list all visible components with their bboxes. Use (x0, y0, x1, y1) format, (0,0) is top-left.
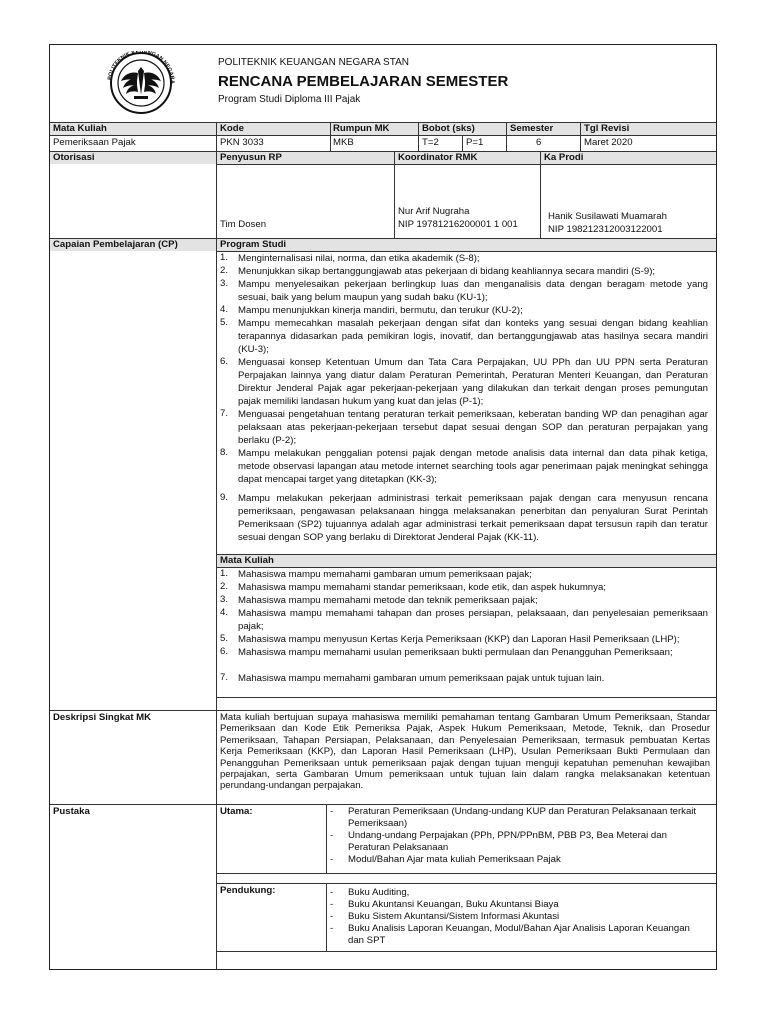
list-item-number: 5. (220, 317, 229, 328)
list-item-number: 6. (220, 646, 229, 657)
svg-text:POLITEKNIK KEUANGAN NEGARA STA: POLITEKNIK KEUANGAN NEGARA (107, 51, 176, 84)
list-item-number: 1. (220, 568, 229, 579)
list-item: Mampu melakukan pekerjaan administrasi terkait pemeriksaan pajak dengan cara menyusun rencana pemeriksaan, pengawasan pelaksanaan hingga melaksanakan penerbitan dan penyaluran Surat Perintah Pemeriksaan (SP2) tujuannya adalah agar administrasi terkait pemeriksaan dapat tersusun rapih dan teratur sesuai dengan SOP yang berlaku di Direktorat Jenderal Pajak (KK-11). (238, 493, 708, 543)
deskripsi-text: Mata kuliah bertujuan supaya mahasiswa memiliki pemahaman tentang Gambaran Umum Pemeriksaan, Standar Pemeriksaan dan Kode Etik Pemeriksa Pajak, Aspek Hukum Pemeriksaan, Metode, Teknik, dan Prosedur Pemeriksaan, Tahapan Persiapan, Pelaksanaan, dan Penyelesaian Pemeriksaan, termasuk pembuatan Kertas Kerja Pemeriksaan (KKP), dan Laporan Hasil Pemeriksaan (LHP), Usulan Pemeriksaan Bukti Permulaan dan Penangguhan Pemeriksaan untuk pemeriksaan pajak dengan tujuan menguji kepatuhan pemenuhan kewajiban perpajakan, serta Gambaran Umum pemeriksaan untuk tujuan lain dalam rangka melaksanakan ketentuan perundang-undangan perpajakan. (220, 712, 710, 792)
list-item: Menginternalisasi nilai, norma, dan etika akademik (S-8); (238, 253, 480, 264)
list-item-number: 5. (220, 633, 229, 644)
reference-item: Undang-undang Perpajakan (PPh, PPN/PPnBM, PBB P3, Bea Meterai dan Peraturan Pelaksanaan (348, 830, 667, 853)
reference-item: Buku Analisis Laporan Keuangan, Modul/Bahan Ajar Analisis Laporan Keuangan dan SPT (348, 923, 690, 946)
col-mata-kuliah: Mata Kuliah (53, 123, 107, 134)
penyusun-label: Penyusun RP (220, 152, 282, 163)
course-bobot-t: T=2 (422, 137, 439, 148)
list-item-number: 7. (220, 672, 229, 683)
program-name: Program Studi Diploma III Pajak (218, 94, 361, 105)
course-bobot-p: P=1 (466, 137, 484, 148)
list-item-number: 6. (220, 356, 229, 367)
list-item: Mampu menyelesaikan pekerjaan berlingkup luas dan menganalisis data dengan beragam metode yang sesuai, baik yang belum maupun yang sudah baku (KU-1); (238, 279, 708, 303)
list-item: Menunjukkan sikap bertanggungjawab atas pekerjaan di bidang keahliannya secara mandiri (S-9); (238, 266, 656, 277)
list-item-number: 4. (220, 607, 229, 618)
bullet-dash: - (330, 854, 334, 865)
pustaka-label: Pustaka (53, 806, 90, 817)
course-rumpun: MKB (333, 137, 354, 148)
kaprodi-label: Ka Prodi (544, 152, 584, 163)
list-item: Mahasiswa mampu memahami metode dan teknik pemeriksaan pajak; (238, 595, 538, 606)
cp-prodi-label: Program Studi (220, 239, 287, 250)
bullet-dash: - (330, 911, 334, 922)
reference-item: Buku Sistem Akuntansi/Sistem Informasi Akuntasi (348, 911, 560, 922)
koordinator-name: Nur Arif Nugraha (398, 206, 470, 217)
list-item: Mahasiswa mampu memahami gambaran umum pemeriksaan pajak; (238, 569, 532, 580)
list-item-number: 4. (220, 304, 229, 315)
list-item: Mampu menunjukkan kinerja mandiri, bermutu, dan terukur (KU-2); (238, 305, 523, 316)
kaprodi-nip-value: 198212312003122001 (566, 224, 663, 235)
list-item-number: 1. (220, 252, 229, 263)
bullet-dash: - (330, 923, 334, 934)
col-kode: Kode (220, 123, 244, 134)
reference-item: Modul/Bahan Ajar mata kuliah Pemeriksaan Pajak (348, 854, 561, 865)
list-item: Mahasiswa mampu memahami tahapan dan proses persiapan, pelaksaaan, dan penyelesaian pemeriksaan pajak; (238, 608, 708, 632)
cp-mk-label: Mata Kuliah (220, 555, 274, 566)
col-semester: Semester (510, 123, 554, 134)
list-item: Menguasai konsep Ketentuan Umum dan Tata Cara Perpajakan, UU PPh dan UU PPN serta Peraturan Perpajakan lainnya yang diatur dalam Peraturan Pemerintah, Peraturan Menteri Keuangan, dan Peraturan Direktur Jenderal Pajak agar pekerjaan-pekerjaan yang dilakukan dan terkait dengan proses pemungutan pajak memiliki landasan hukum yang kuat dan jelas (P-1); (238, 357, 708, 407)
list-item: Mahasiswa mampu menyusun Kertas Kerja Pemeriksaan (KKP) dan Laporan Hasil Pemeriksaan (LHP); (238, 634, 680, 645)
pustaka-pendukung-label: Pendukung: (220, 885, 276, 896)
bullet-dash: - (330, 899, 334, 910)
list-item-number: 2. (220, 581, 229, 592)
deskripsi-label: Deskripsi Singkat MK (53, 712, 152, 723)
list-item-number: 7. (220, 408, 229, 419)
penyusun-name: Tim Dosen (220, 219, 267, 230)
course-tgl-revisi: Maret 2020 (584, 137, 633, 148)
course-name: Pemeriksaan Pajak (53, 137, 136, 148)
bullet-dash: - (330, 887, 334, 898)
pustaka-utama-label: Utama: (220, 806, 253, 817)
list-item-number: 3. (220, 278, 229, 289)
col-tgl-revisi: Tgl Revisi (584, 123, 630, 134)
kaprodi-name: Hanik Susilawati Muamarah (548, 211, 667, 222)
reference-item: Buku Auditing, (348, 887, 410, 898)
bullet-dash: - (330, 806, 334, 817)
list-item: Mahasiswa mampu memahami gambaran umum pemeriksaan pajak untuk tujuan lain. (238, 673, 605, 684)
kaprodi-nip (548, 224, 663, 236)
koordinator-nip: NIP 19781216200001 1 001 (398, 219, 518, 230)
logo (90, 51, 192, 115)
list-item: Mampu melakukan penggalian potensi pajak dengan metode analisis data internal dan data pihak ketiga, metode observasi lapangan atau metode internet searching tools agar penerimaan pajak meningkat sehingga dapat mencapai target yang ditetapkan (KK-3); (238, 448, 708, 485)
col-rumpun: Rumpun MK (333, 123, 390, 134)
otorisasi-label: Otorisasi (53, 152, 95, 163)
list-item-number: 8. (220, 447, 229, 458)
bullet-dash: - (330, 830, 334, 841)
list-item: Mampu memecahkan masalah pekerjaan dengan sifat dan konteks yang sesuai dengan bidang keahlian terapannya didasarkan pada pemikiran logis, inovatif, dan bertanggungjawab atas hasilnya secara mandiri (KU-3); (238, 318, 708, 355)
list-item-number: 3. (220, 594, 229, 605)
col-bobot: Bobot (sks) (422, 123, 475, 134)
reference-item: Peraturan Pemeriksaan (Undang-undang KUP dan Peraturan Pelaksanaan terkait Pemeriksaan) (348, 806, 697, 829)
course-code: PKN 3033 (220, 137, 264, 148)
institution-name: POLITEKNIK KEUANGAN NEGARA STAN (218, 57, 409, 68)
list-item-number: 2. (220, 265, 229, 276)
kaprodi-nip-label: NIP (548, 224, 564, 235)
koordinator-label: Koordinator RMK (398, 152, 478, 163)
mk-header-row (216, 555, 716, 567)
otorisasi-header-row (50, 152, 716, 164)
rps-document (49, 44, 717, 970)
cp-label: Capaian Pembelajaran (CP) (53, 239, 178, 250)
list-item: Menguasai pengetahuan tentang peraturan terkait pemeriksaan, keberatan banding WP dan penagihan agar pelaksaan atas pekerjaan-pekerjaan tersebut dapat sesuai dengan SOP dan peraturan perpajakan yang berlaku (P-2); (238, 409, 708, 446)
logo-emblem-icon (90, 51, 192, 115)
list-item-number: 9. (220, 492, 229, 503)
list-item: Mahasiswa mampu memahami usulan pemeriksaan bukti permulaan dan Penangguhan Pemeriksaan; (238, 647, 673, 658)
document-title: RENCANA PEMBELAJARAN SEMESTER (218, 73, 509, 90)
course-semester: 6 (536, 137, 542, 148)
reference-item: Buku Akuntansi Keuangan, Buku Akuntansi Biaya (348, 899, 559, 910)
list-item: Mahasiswa mampu memahami standar pemeriksaan, kode etik, dan aspek hukumnya; (238, 582, 606, 593)
